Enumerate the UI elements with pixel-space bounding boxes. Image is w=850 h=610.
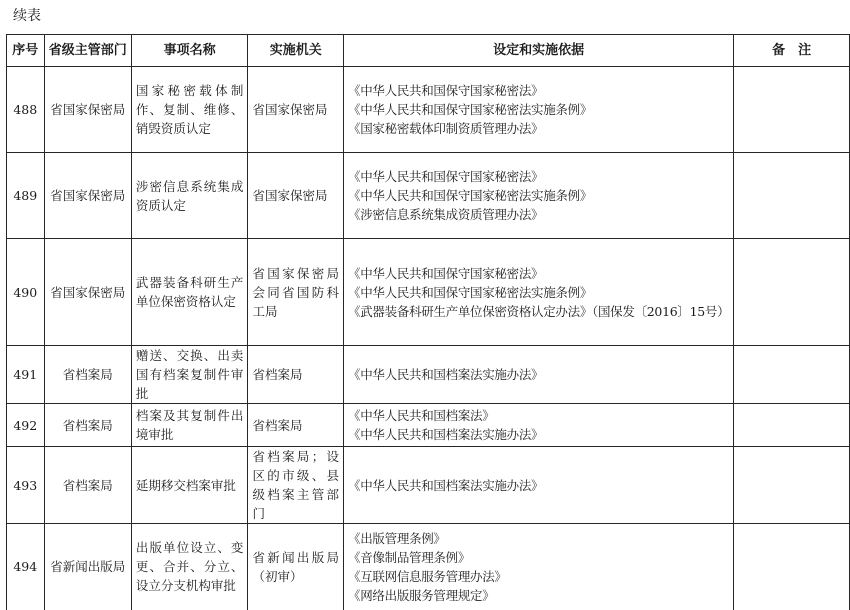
- row-department: 省档案局: [44, 447, 131, 524]
- row-number: 491: [7, 346, 45, 404]
- row-number: 490: [7, 239, 45, 346]
- approval-items-table: [6, 34, 850, 610]
- basis-line: 《中华人民共和国档案法实施办法》: [348, 367, 544, 382]
- row-agency: 省国家保密局: [248, 67, 344, 153]
- basis-line: 《中华人民共和国保守国家秘密法》: [348, 169, 544, 184]
- row-remarks: [734, 447, 850, 524]
- row-item-name: 武器装备科研生产单位保密资格认定: [131, 239, 248, 346]
- basis-line: 《中华人民共和国保守国家秘密法实施条例》: [348, 188, 593, 203]
- header-remarks: 备 注: [734, 35, 850, 67]
- header-basis: 设定和实施依据: [344, 35, 734, 67]
- row-basis: [344, 346, 734, 404]
- row-agency: 省国家保密局: [248, 153, 344, 239]
- row-remarks: [734, 153, 850, 239]
- row-basis: [344, 404, 734, 447]
- basis-line: 《中华人民共和国保守国家秘密法实施条例》: [348, 284, 593, 300]
- basis-line: 《互联网信息服务管理办法》: [348, 568, 507, 584]
- table-row: [7, 404, 850, 447]
- row-department: 省新闻出版局: [44, 524, 131, 610]
- basis-line: 《涉密信息系统集成资质管理办法》: [348, 207, 544, 222]
- table-row: [7, 67, 850, 153]
- row-department: 省国家保密局: [44, 239, 131, 346]
- row-agency: 省档案局: [248, 346, 344, 404]
- basis-line: 《中华人民共和国保守国家秘密法实施条例》: [348, 102, 593, 117]
- row-number: 492: [7, 404, 45, 447]
- row-number: 494: [7, 524, 45, 610]
- basis-line: 《中华人民共和国档案法实施办法》: [348, 427, 544, 442]
- header-item-name: 事项名称: [131, 35, 248, 67]
- table-header-row: [7, 35, 850, 67]
- table-row: [7, 447, 850, 524]
- row-item-name: 国家秘密载体制作、复制、维修、销毁资质认定: [131, 67, 248, 153]
- continuation-label: 续表: [13, 8, 41, 24]
- basis-line: 《网络出版服务管理规定》: [348, 587, 495, 603]
- row-remarks: [734, 67, 850, 153]
- table-row: [7, 153, 850, 239]
- row-department: 省国家保密局: [44, 67, 131, 153]
- basis-line: 《武器装备科研生产单位保密资格认定办法》（国保发〔2016〕15号）: [348, 303, 730, 319]
- basis-line: 《国家秘密载体印制资质管理办法》: [348, 121, 544, 136]
- row-department: 省国家保密局: [44, 153, 131, 239]
- row-agency: 省新闻出版局（初审）: [248, 524, 344, 610]
- basis-line: 《中华人民共和国档案法实施办法》: [348, 477, 544, 493]
- row-item-name: 出版单位设立、变更、合并、分立、设立分支机构审批: [131, 524, 248, 610]
- basis-line: 《音像制品管理条例》: [348, 549, 471, 565]
- row-basis: [344, 239, 734, 346]
- row-item-name: 赠送、交换、出卖国有档案复制件审批: [131, 346, 248, 404]
- row-basis: [344, 447, 734, 524]
- row-remarks: [734, 524, 850, 610]
- row-item-name: 涉密信息系统集成资质认定: [131, 153, 248, 239]
- row-number: 489: [7, 153, 45, 239]
- row-remarks: [734, 346, 850, 404]
- basis-line: 《出版管理条例》: [348, 530, 446, 546]
- row-item-name: 档案及其复制件出境审批: [131, 404, 248, 447]
- basis-line: 《中华人民共和国保守国家秘密法》: [348, 265, 544, 281]
- table-row: [7, 239, 850, 346]
- basis-line: 《中华人民共和国保守国家秘密法》: [348, 83, 544, 98]
- row-basis: [344, 67, 734, 153]
- header-department: 省级主管部门: [44, 35, 131, 67]
- row-remarks: [734, 239, 850, 346]
- row-agency: 省档案局: [248, 404, 344, 447]
- row-department: 省档案局: [44, 404, 131, 447]
- basis-line: 《中华人民共和国档案法》: [348, 408, 495, 423]
- row-item-name: 延期移交档案审批: [131, 447, 248, 524]
- table-row: [7, 524, 850, 610]
- row-number: 488: [7, 67, 45, 153]
- row-remarks: [734, 404, 850, 447]
- row-department: 省档案局: [44, 346, 131, 404]
- row-agency: 省档案局；设区的市级、县级档案主管部门: [248, 447, 344, 524]
- header-number: 序号: [7, 35, 45, 67]
- row-basis: [344, 524, 734, 610]
- table-row: [7, 346, 850, 404]
- row-number: 493: [7, 447, 45, 524]
- row-agency: 省国家保密局会同省国防科工局: [248, 239, 344, 346]
- row-basis: [344, 153, 734, 239]
- header-agency: 实施机关: [248, 35, 344, 67]
